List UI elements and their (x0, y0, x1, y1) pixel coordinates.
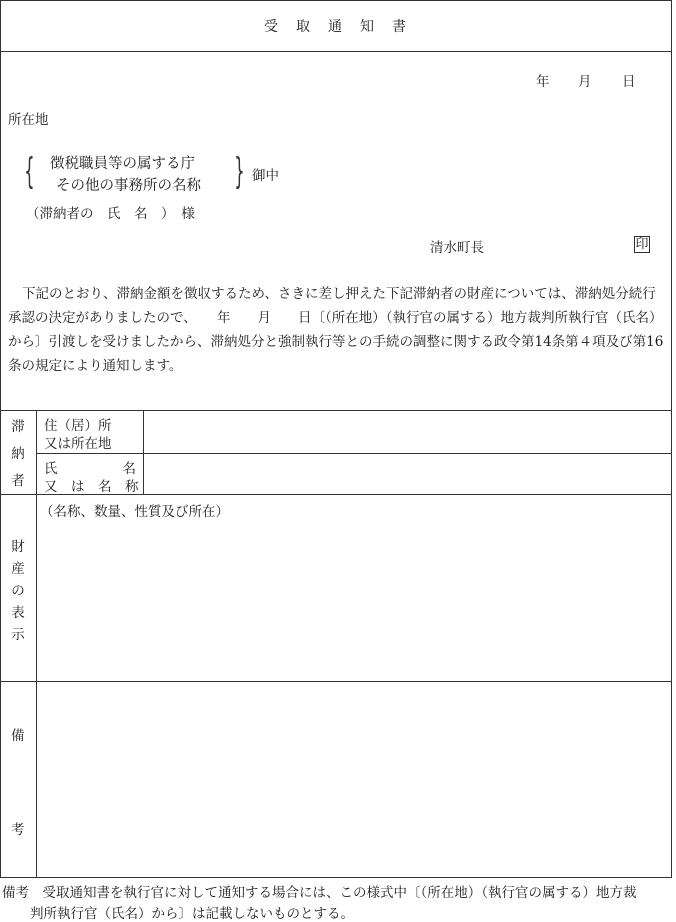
address-sublabel-1: 住（居）所 (44, 418, 112, 434)
seal-mark: 印 (635, 237, 649, 252)
address-label: 所在地 (8, 112, 49, 128)
table-top-divider (0, 410, 672, 411)
remarks-label-char-2: 考 (11, 822, 25, 838)
left-brace: { (24, 151, 35, 192)
onchu-text: 御中 (252, 168, 279, 184)
footnote-line1: 備考 受取通知書を執行官に対して通知する場合には、この様式中〔（所在地）（執行官の属する）地方裁 (2, 885, 637, 901)
agency-name-line1: 徴税職員等の属する庁 (50, 156, 195, 172)
date-day: 日 (622, 74, 636, 90)
property-note: （名称、数量、性質及び所在） (40, 504, 229, 520)
label-column-divider (36, 410, 37, 878)
debtor-sublabel-divider (143, 410, 144, 494)
right-brace: } (234, 151, 245, 192)
remarks-label-char-1: 備 (11, 728, 25, 744)
date-year: 年 (536, 74, 550, 90)
remarks-top-divider (0, 681, 672, 682)
page-title: 受 取 通 知 書 (264, 19, 408, 35)
name-sublabel-1: 氏 名 (44, 461, 136, 477)
property-section-label: 財 産 の 表 示 (11, 539, 25, 643)
name-sublabel-2: 又 は 名 称 (44, 479, 139, 495)
date-month: 月 (578, 74, 592, 90)
body-paragraph: 下記のとおり、滞納金額を徴収するため、さきに差し押えた下記滞納者の財産については、滞納処分続行承認の決定がありましたので、 年 月 日〔（所在地）（執行官の属する）地方裁判所執行官（氏名）から〕引渡しを受けましたから、滞納処分と強制執行等との手続の調整に関する政令第14条第４項及び第16条の規定により通知します。 (8, 286, 664, 374)
footnote-line2: 判所執行官（氏名）から〕は記載しないものとする。 (30, 906, 354, 922)
debtor-section-label: 滞 納 者 (11, 419, 25, 489)
debtor-name-line: （滞納者の 氏 名 ） 様 (26, 206, 195, 222)
title-divider (0, 51, 672, 52)
debtor-row-divider (36, 453, 672, 454)
sender-name: 清水町長 (430, 240, 484, 256)
agency-name-line2: その他の事務所の名称 (56, 178, 201, 194)
address-sublabel-2: 又は所在地 (44, 436, 112, 452)
